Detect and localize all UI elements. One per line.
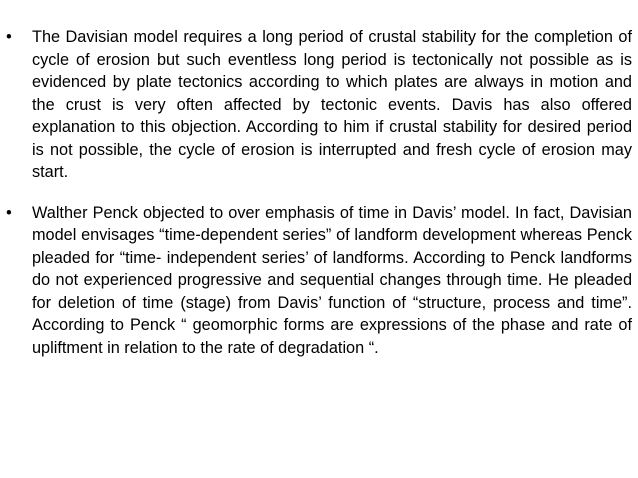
bullet-icon: • [6,203,12,222]
bullet-item-davis-stability [6,26,634,184]
bullet-list [6,26,634,377]
bullet-text-davis-stability: The Davisian model requires a long period of crustal stability for the completion of cycle of erosion but such eventless long period is tectonically not possible as is evidenced by plate tectonics according to which plates are always in motion and the crust is very often affected by tectonic events. Davis has also offered explanation to this objection. According to him if crustal stability for desired period is not possible, the cycle of erosion is interrupted and fresh cycle of erosion may start. [32,28,632,181]
bullet-item-penck-objection [6,202,634,360]
bullet-text-penck-objection: Walther Penck objected to over emphasis of time in Davis’ model. In fact, Davisian model envisages “time-dependent series” of landform development whereas Penck pleaded for “time- independent series’ of landforms. According to Penck landforms do not experienced progressive and sequential changes through time. He pleaded for deletion of time (stage) from Davis’ function of “structure, process and time”. According to Penck “ geomorphic forms are expressions of the phase and rate of upliftment in relation to the rate of degradation “. [32,203,632,357]
bullet-icon: • [6,28,12,46]
